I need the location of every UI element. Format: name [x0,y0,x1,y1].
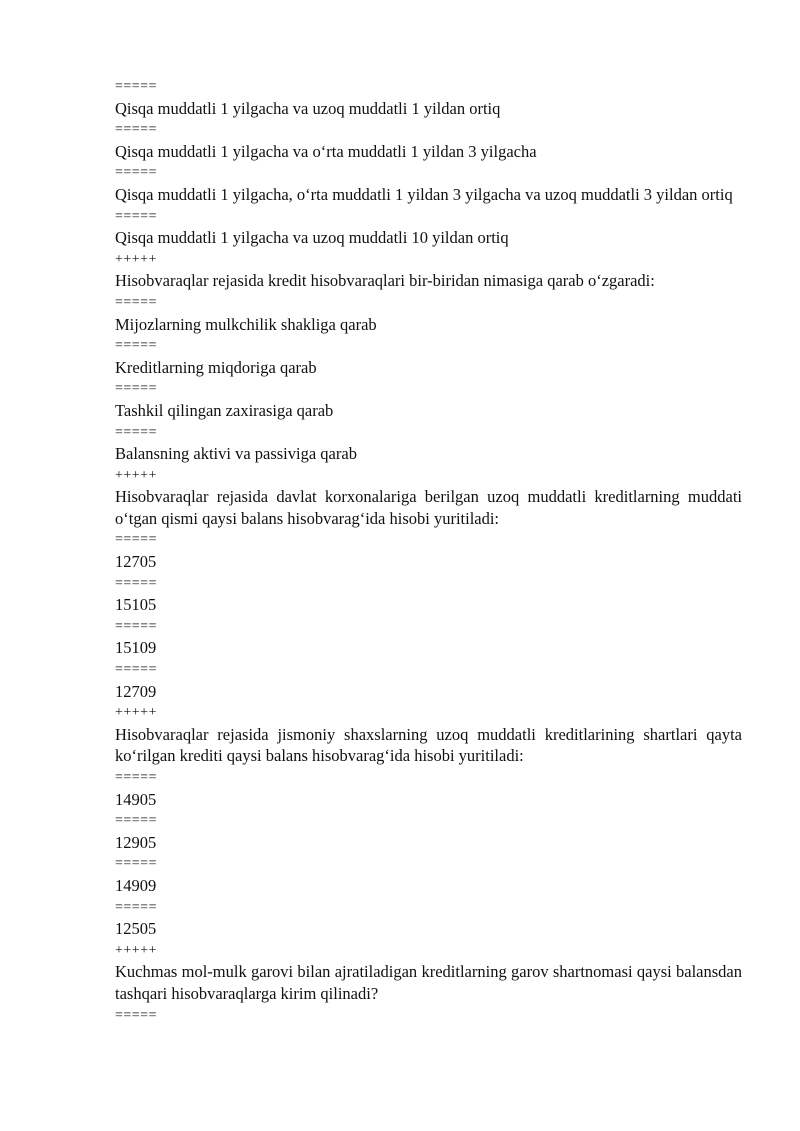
separator-line: ===== [115,618,157,634]
separator-line: ===== [115,770,157,785]
text-line: 14905 [115,789,157,809]
text-line: 14909 [115,875,157,895]
separator-line: ===== [115,532,157,548]
separator-line: ===== [115,208,157,224]
separator-line: ===== [115,899,157,915]
text-line: 15105 [115,595,157,615]
text-line: Balansning aktivi va passiviga qarab [115,444,357,464]
separator-line: ===== [115,165,157,181]
separator-line: +++++ [115,942,157,958]
separator-line: +++++ [115,705,157,721]
separator-line: ===== [115,424,157,440]
text-line: Qisqa muddatli 1 yilgacha va o‘rta muddatli 1 yildan 3 yilgacha [115,141,537,161]
text-line: Qisqa muddatli 1 yilgacha va uzoq muddatli 1 yildan ortiq [115,98,501,118]
text-line: Hisobvaraqlar rejasida jismoniy shaxslarning uzoq muddatli kreditlarining shartlari qayta ko‘rilgan krediti qaysi balans hisobvarag‘ida hisobi yuritiladi: [115,724,742,766]
separator-line: +++++ [115,467,157,483]
text-line: 15109 [115,638,157,658]
text-line: Mijozlarning mulkchilik shakliga qarab [115,314,377,334]
text-line: Tashkil qilingan zaxirasiga qarab [115,400,334,420]
text-line: Kuchmas mol-mulk garovi bilan ajratiladigan kreditlarning garov shartnomasi qaysi balansdan tashqari hisobvaraqlarga kirim qilinadi? [115,962,742,1003]
text-line: 12905 [115,832,157,852]
text-line: Kreditlarning miqdoriga qarab [115,357,317,377]
text-line: Hisobvaraqlar rejasida kredit hisobvaraqlari bir-biridan nimasiga qarab o‘zgaradi: [115,271,655,291]
separator-line: ===== [115,122,157,138]
separator-line: ===== [115,294,157,310]
text-line: 12505 [115,919,157,939]
text-line: 12709 [115,681,157,701]
text-line: Hisobvaraqlar rejasida davlat korxonalariga berilgan uzoq muddatli kreditlarning muddati o‘tgan qismi qaysi balans hisobvarag‘ida hisobi yuritiladi: [115,487,742,528]
separator-line: ===== [115,1007,157,1023]
text-line: 12705 [115,552,157,572]
separator-line: ===== [115,856,157,872]
separator-line: ===== [115,575,157,591]
separator-line: ===== [115,338,157,354]
separator-line: ===== [115,381,157,397]
separator-line: ===== [115,662,157,678]
document-page [115,76,742,1026]
separator-line: ===== [115,79,157,94]
separator-line: +++++ [115,251,157,267]
text-line: Qisqa muddatli 1 yilgacha va uzoq muddatli 10 yildan ortiq [115,228,509,248]
text-line: Qisqa muddatli 1 yilgacha, o‘rta muddatli 1 yildan 3 yilgacha va uzoq muddatli 3 yildan ortiq [115,184,733,204]
separator-line: ===== [115,813,157,829]
